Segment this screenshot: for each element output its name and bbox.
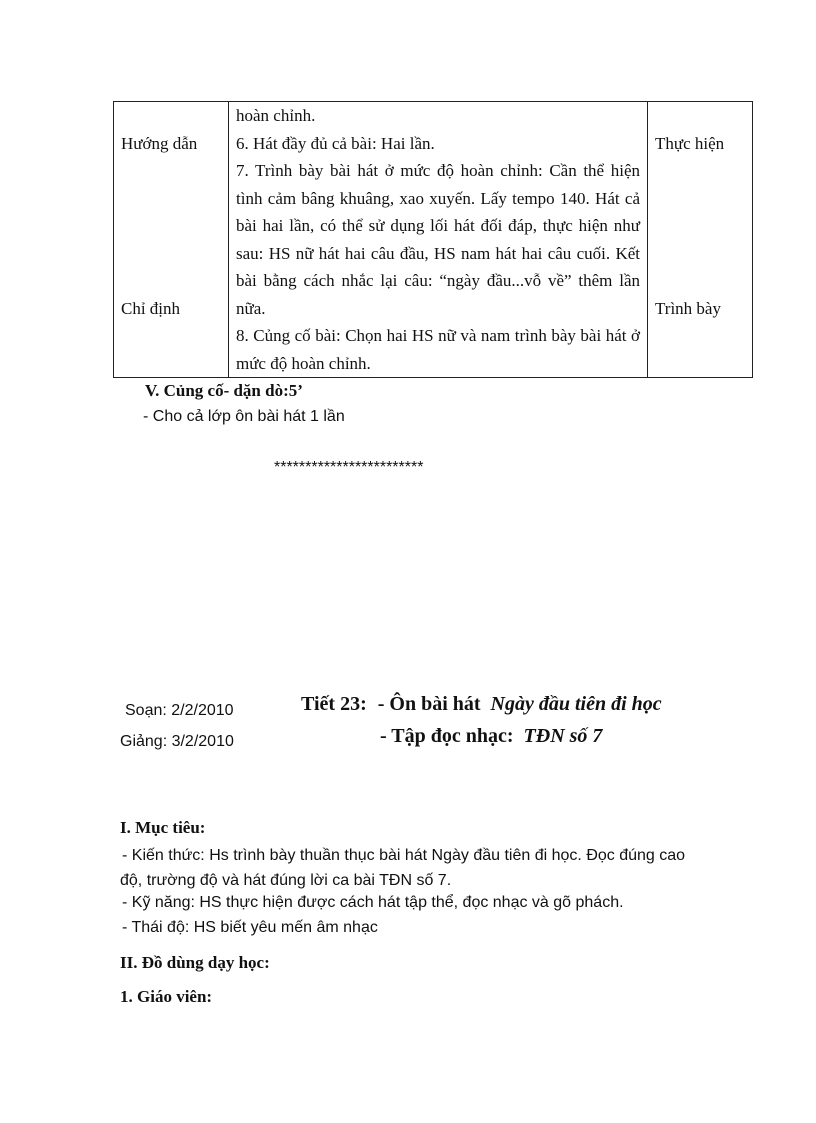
lesson-review-prefix: - Ôn bài hát — [377, 693, 481, 715]
activity-line-3: 8. Củng cố bài: Chọn hai HS nữ và nam trình bày bài hát ở mức độ hoàn chỉnh. — [236, 326, 640, 373]
sight-reading-prefix: - Tập đọc nhạc: — [380, 725, 514, 747]
activity-column — [229, 102, 648, 378]
method-label-assign: Chỉ định — [121, 299, 181, 318]
date-prepared: Soạn: 2/2/2010 — [125, 702, 234, 719]
activity-line-2: 7. Trình bày bài hát ở mức độ hoàn chỉnh: Cần thể hiện tình cảm bâng khuâng, xao xuyến. Lấy tempo 140. Hát cả bài hai lần, có thể sử dụng lối hát đối đáp, thực hiện như sau: HS nữ hát hai câu đầu, HS nam hát hai câu cuối. Kết bài bằng cách nhắc lại câu: “ngày đầu...vỗ về” thêm lần nữa. — [236, 161, 640, 318]
section-v-heading: V. Củng cố- dặn dò:5’ — [145, 381, 303, 400]
section-v-item: - Cho cả lớp ôn bài hát 1 lần — [143, 408, 345, 425]
action-label-do: Thực hiện — [655, 134, 725, 153]
lesson-table — [113, 101, 753, 378]
lesson-line-1 — [301, 693, 662, 716]
action-column — [648, 102, 753, 378]
section-i-heading: I. Mục tiêu: — [120, 818, 206, 837]
objective-knowledge: - Kiến thức: Hs trình bày thuần thục bài hát Ngày đầu tiên đi học. Đọc đúng cao độ, trường độ và hát đúng lời ca bài TĐN số 7. — [120, 847, 686, 889]
method-label-guide: Hướng dẫn — [121, 134, 198, 153]
teacher-heading: 1. Giáo viên: — [120, 987, 213, 1006]
section-ii-heading: II. Đồ dùng dạy học: — [120, 953, 270, 972]
lesson-line-2 — [380, 725, 602, 748]
date-taught: Giảng: 3/2/2010 — [120, 733, 234, 750]
sight-reading-title: TĐN số 7 — [523, 725, 603, 747]
objective-skill: - Kỹ năng: HS thực hiện được cách hát tập thể, đọc nhạc và gõ phách. — [122, 894, 624, 911]
activity-line-1: 6. Hát đầy đủ cả bài: Hai lần. — [236, 133, 435, 153]
objective-attitude: - Thái độ: HS biết yêu mến âm nhạc — [122, 919, 378, 936]
action-label-present: Trình bày — [655, 299, 721, 318]
separator: ************************ — [274, 459, 424, 476]
song-title: Ngày đầu tiên đi học — [490, 693, 662, 715]
activity-line-0: hoàn chỉnh. — [236, 106, 316, 125]
method-column — [114, 102, 229, 378]
lesson-number: Tiết 23: — [301, 693, 367, 715]
